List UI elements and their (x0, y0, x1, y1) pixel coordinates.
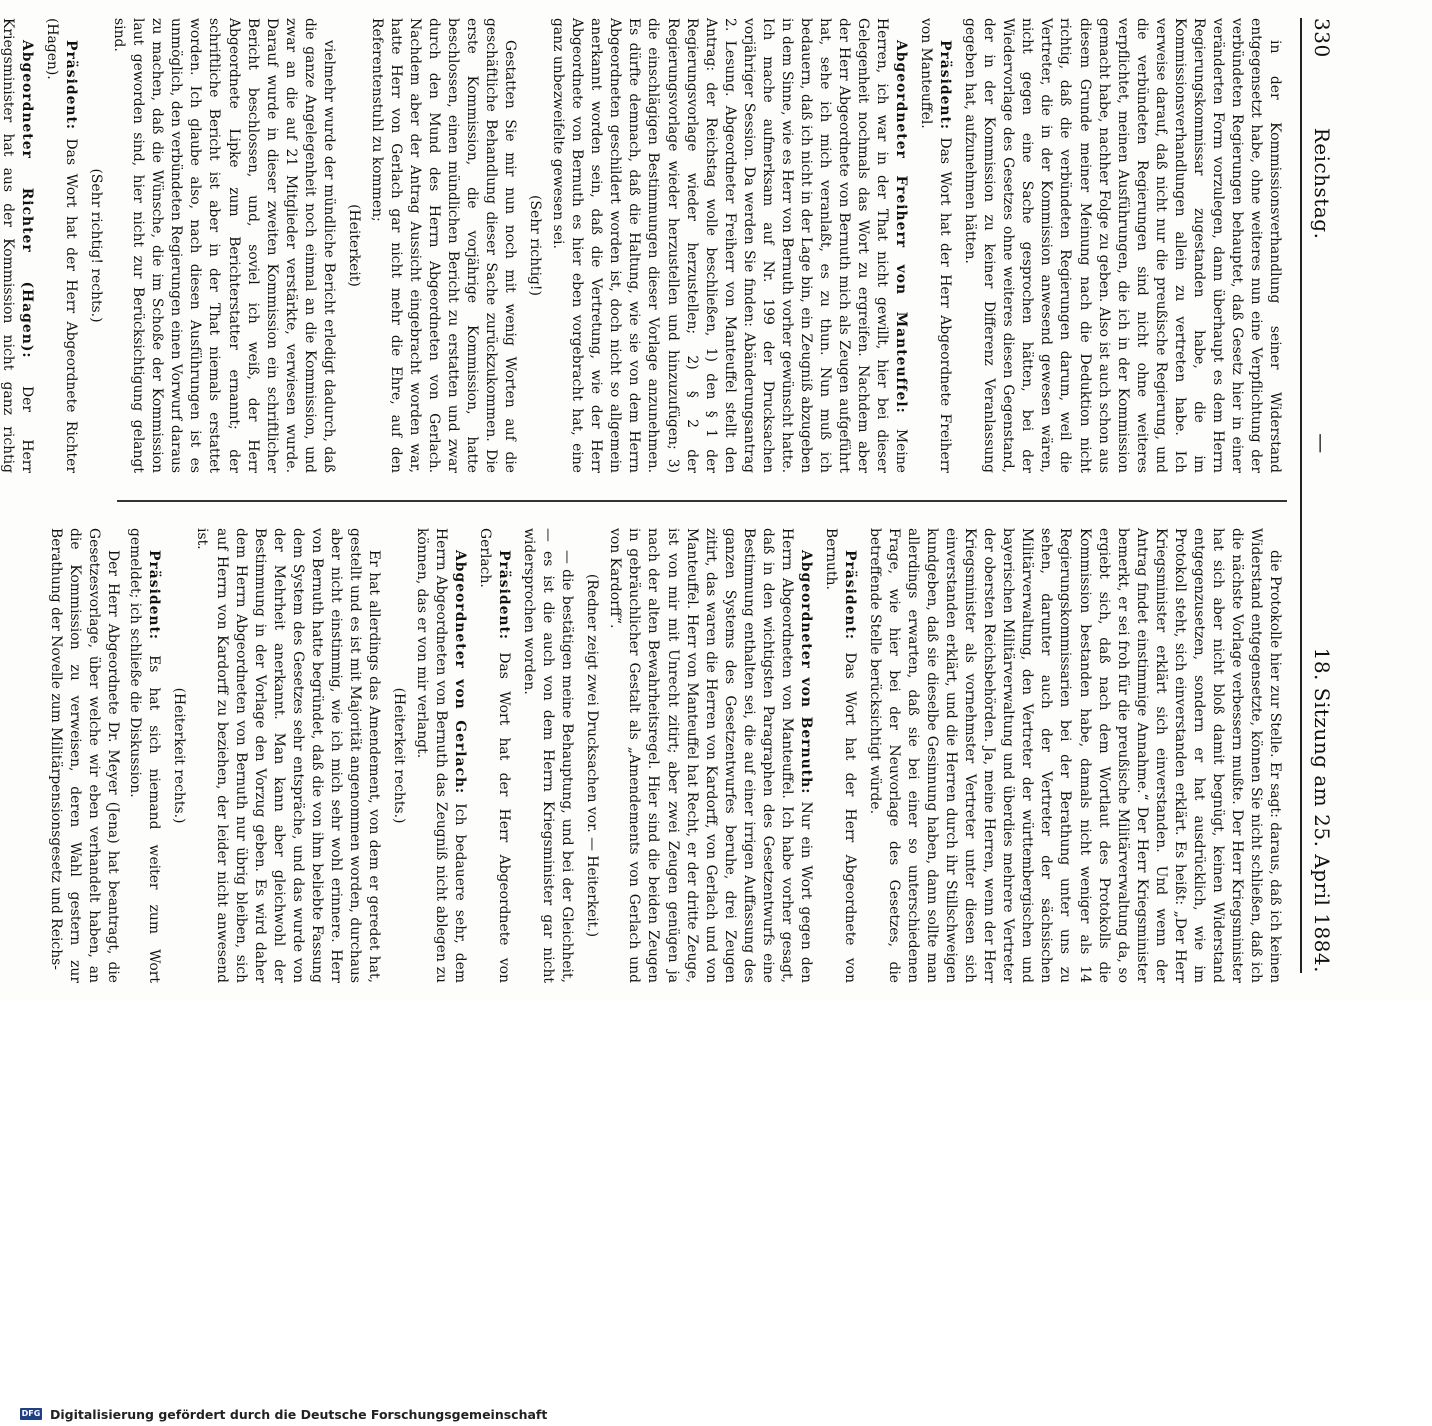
body-paragraph: vielmehr wurde der mündliche Bericht erledigt dadurch, daß die ganze Angelegenheit noch einmal an die Kommission, und zwar an die auf 21 Mitglieder verstärkte, verwiesen wurde. Darauf wurde in dieser zweiten Kommission ein schriftlicher Bericht beschlossen, und, soviel ich weiß, der Herr Abgeordnete Lipke zum Berichterstatter ernannt; der schriftliche Bericht ist aber in der That niemals erstattet worden. Ich glaube also, nach diesen Ausführungen ist es unmöglich, den verbündeten Regierungen einen Vorwurf daraus zu machen, daß die Wünsche, die im Schoße der Kommission laut geworden sind, hier nicht zur Berücksichtigung gelangt sind. (111, 18, 337, 473)
speaker-name: Abgeordneter von Bernuth: (797, 550, 814, 795)
header-rule (1300, 18, 1302, 973)
column-divider (117, 500, 1287, 502)
speaker-name: Präsident: (841, 550, 858, 641)
speaker-name: Präsident: (937, 40, 954, 131)
speech-paragraph (412, 528, 469, 983)
header-dash: — (1310, 433, 1334, 454)
interjection: (Heiterkeit rechts.) (171, 687, 188, 824)
credit-text: Digitalisierung gefördert durch die Deutsche Forschungsgemeinschaft (50, 1406, 548, 1422)
speech-paragraph (605, 528, 815, 983)
header-title: Reichstag. (1310, 127, 1334, 240)
speech-text: Das Wort hat der Herr Abgeordnete Richter (Hagen). (44, 18, 80, 473)
left-column (0, 18, 1284, 474)
right-column (48, 528, 1284, 983)
speaker-name: Abgeordneter von Gerlach: (452, 550, 469, 795)
speech-paragraph (475, 528, 513, 983)
body-paragraph: in der Kommissionsverhandlung seiner Widerstand entgegensetzt habe, ohne weiteres nun eine Verpflichtung der verbündeten Regierungen behauptet, daß Gesetz hier in einer veränderten Form vorzulegen, dann überhaupt es dem Herrn Regierungskommissar zugestanden habe, die im Kommissionsverhandlungen allein zu vertreten habe. Ich verweise darauf, daß nicht nur die preußische Regierung, und die verbündeten Regierungen sind nicht ohne weiteres verpflichtet, meinen Ausführungen, die ich in der Kommission gemacht habe, nachher Folge zu geben. Also ist auch schon aus diesem Grunde meiner Meinung nach die Deduktion nicht richtig, daß die verbündeten Regierungen darum, weil die Vertreter, die in der Kommission anwesend gewesen wären, nicht gegen eine Sache gesprochen hätten, bei der Wiedervorlage des Gesetzes ohne weiteres diesen Gegenstand, der in der Kommission zu keiner Differenz Veranlassung gegeben hat, aufzunehmen hätten. (962, 18, 1283, 473)
digitization-credit (20, 1402, 980, 1426)
speech-paragraph (0, 18, 36, 473)
speech-paragraph (548, 18, 910, 473)
body-paragraph: Der Herr Abgeordnete Dr. Meyer (Jena) hat beantragt, die Gesetzesvorlage, über welche wir eben verhandelt haben, an die Kommission zu verweisen, deren Wahl gestern zur Berathung der Novelle zum Militärpensionsgesetz und Reichs- (48, 528, 122, 983)
speech-text: Nur ein Wort gegen den Herrn Abgeordneten von Manteuffel. Ich habe vorher gesagt, daß in den wichtigsten Paragraphen des Gesetzentwurfs eine Bestimmung enthalten sei, die auf einer irrigen Auffassung des ganzen Systems des Gesetzentwurfes beruhe, drei Zeugen zitirt, das waren die Herren von Kardorff, von Gerlach und von Manteuffel. Herr von Manteuffel hat Recht, er der dritte Zeuge, ist von mir mit Unrecht zitirt; aber zwei Zeugen genügen ja nach der alten Bewahrheitsregel. Hier sind die beiden Zeugen in gebräuchlicher Gestalt als „Amendements von Gerlach und von Kardorff“. (607, 528, 814, 983)
speech-text: Meine Herren, ich war in der That nicht gewillt, hier bei dieser Gelegenheit nochmals das Wort zu ergreifen. Nachdem aber der Herr Abgeordnete von Bernuth mich als Zeugen aufgeführt hat, sehe ich mich veranlaßt, es zu thun. Nun muß ich bedauern, daß ich nicht in der Lage bin, ein Zeugniß abzugeben in dem Sinne, wie es Herr von Bernuth vorher gewünscht hatte. Ich mache aufmerksam auf Nr. 199 der Drucksachen vorjähriger Session. Da werden Sie finden: Abänderungsantrag 2. Lesung. Abgeordneter Freiherr von Manteuffel stellt den Antrag: der Reichstag wolle beschließen, 1) den § 1 der Regierungsvorlage wieder herzustellen; 2) § 2 der Regierungsvorlage wieder herzustellen und hinzuzufügen; 3) die einschlägigen Bestimmungen dieser Vorlage anzunehmen. Es dürfte demnach, daß die Haltung, wie sie von dem Herrn Abgeordneten geschildert worden ist, doch nicht so allgemein anerkannt worden sein, daß die Vertretung, wie der Herr Abgeordnete von Bernuth es hier eben vorgebracht hat, eine ganz unbezweifelte gewesen sei. (550, 18, 910, 473)
speech-paragraph (42, 18, 80, 473)
speech-text: Es hat sich niemand weiter zum Wort gemeldet; ich schließe die Diskussion. (127, 528, 163, 983)
body-paragraph: — die bestätigen meine Behauptung, und bei der Gleichheit, — es ist die auch von dem Herrn Kriegsminister gar nicht widersprochen worden. (521, 528, 576, 983)
speech-text: Das Wort hat der Herr Abgeordnete von Bernuth. (822, 528, 858, 983)
speech-text: Der Herr Kriegsminister hat aus der Kommission nicht ganz richtig (0, 18, 36, 474)
speaker-name: Präsident: (496, 550, 513, 641)
header-left (1310, 18, 1334, 239)
speech-paragraph (916, 18, 954, 473)
speaker-name: Abgeordneter Freiherr von Manteuffel: (893, 40, 910, 414)
interjection: (Heiterkeit) (345, 204, 362, 287)
body-paragraph: Er hat allerdings das Amendement, von dem er geredet hat, gestellt und es ist mit Majorität angenommen worden, durchaus aber nicht einstimmig, wie ich mich sehr wohl erinnere. Herr von Bernuth hatte begründet, daß die von ihm beliebte Fassung dem System des Gesetzes sehr entspräche, und das wurde von der Mehrheit anerkannt. Man kann aber gleichwohl der Bestimmung in der Vorlage den Vorzug geben. Es wird daher dem Herrn Abgeordneten von Bernuth nur übrig bleiben, sich auf Herrn von Kardorff zu beziehen, der leider nicht anwesend ist. (194, 528, 382, 983)
body-paragraph: die Protokolle hier zur Stelle. Er sagt: daraus, daß ich keinen Widerstand entgegensetzte, können Sie nicht schließen, daß ich die nächste Vorlage verbessern mußte. Der Herr Kriegsminister hat sich aber nicht bloß damit begnügt, keinen Widerstand entgegenzusetzen, sondern er hat ausdrücklich, wie im Protokoll steht, sich einverstanden erklärt. Es heißt: „Der Herr Kriegsminister erklärt sich einverstanden. Und wenn der Antrag findet einstimmige Annahme.“ Der Herr Kriegsminister bemerkt, er sei froh für die preußische Militärverwaltung da, so ergiebt sich, daß nach dem Wortlaut des Protokolls die Kommission bestanden habe, damals nicht weniger als 14 Regierungskommissarien bei der Berathung unter uns zu sehen, darunter auch der Vertreter der sächsischen Militärverwaltung, den Vertreter der württembergischen und bayerischen Militärverwaltung und überdies mehrere Vertreter der obersten Reichsbehörden. Ja, meine Herren, wenn der Herr Kriegsminister als vornehmster Vertreter unter diesen sich einverstanden erklärt, und die Herren durch ihr Stillschweigen kundgeben, daß sie dieselbe Gesinnung haben, dann sollte man allerdings erwarten, daß sie bei einer so unterschiedenen Frage, wie hier bei der Neuvorlage des Gesetzes, die betreffende Stelle berücksichtigt würde. (867, 528, 1283, 983)
speaker-name: Abgeordneter Richter (Hagen): (19, 40, 36, 359)
speech-text: Das Wort hat der Herr Abgeordnete von Gerlach. (477, 528, 513, 983)
speech-text: Ich bedauere sehr, dem Herrn Abgeordneten von Bernuth das Zeugniß nicht ablegen zu können, das er von mir verlangt. (413, 528, 469, 983)
header-session: 18. Sitzung am 25. April 1884. (1310, 647, 1334, 973)
running-header (1302, 18, 1342, 973)
speech-text: Das Wort hat der Herr Abgeordnete Freiherr von Manteuffel. (918, 18, 954, 473)
speech-paragraph (821, 528, 859, 983)
dfg-logo: DFG (21, 1409, 41, 1418)
interjection: (Heiterkeit rechts.) (390, 687, 407, 824)
speaker-name: Präsident: (63, 40, 80, 131)
page-number: 330 (1310, 18, 1334, 58)
body-paragraph: Gestatten Sie mir nun noch mit wenig Worten auf die geschäftliche Behandlung dieser Sache zurückzukommen. Die erste Kommission, die vorjährige Kommission, hatte beschlossen, einen mündlichen Bericht zu erstatten und zwar durch den Mund des Herrn Abgeordneten von Gerlach. Nachdem aber der Antrag Aussicht eingebracht worden war, hatte Herr von Gerlach gar nicht mehr die Ehre, auf den Referentenstuhl zu kommen; (368, 18, 519, 473)
speech-paragraph (125, 528, 163, 983)
interjection: (Sehr richtig! rechts.) (88, 168, 105, 323)
speaker-name: Präsident: (146, 550, 163, 641)
interjection: (Sehr richtig!) (527, 195, 544, 296)
interjection: (Redner zeigt zwei Drucksachen vor. — Heiterkeit.) (584, 573, 601, 938)
